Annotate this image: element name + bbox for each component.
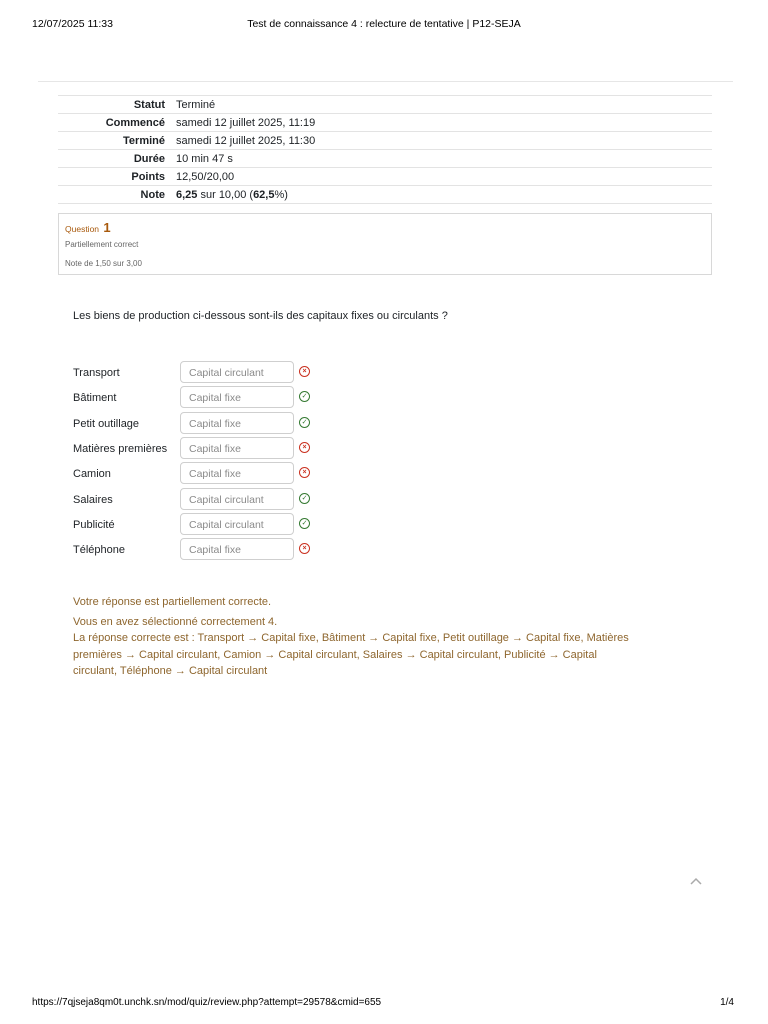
question-text: Les biens de production ci-dessous sont-ils des capitaux fixes ou circulants ? [73, 310, 448, 322]
question-state: Partiellement correct [65, 240, 139, 249]
grade-score: 6,25 [176, 188, 198, 201]
print-header [32, 18, 736, 32]
answer-select[interactable]: Capital circulant [180, 488, 294, 510]
answer-select[interactable]: Capital fixe [180, 538, 294, 560]
summary-key: Note [58, 186, 176, 204]
print-footer [32, 997, 736, 1011]
answer-select[interactable]: Capital circulant [180, 361, 294, 383]
correct-answer-line: circulant, Téléphone → Capital circulant [73, 665, 268, 677]
match-row [73, 361, 333, 385]
summary-key: Statut [58, 96, 176, 114]
check-circle-icon: ✓ [299, 518, 310, 529]
match-label: Téléphone [73, 544, 125, 556]
check-circle-icon: ✓ [299, 391, 310, 402]
cross-circle-icon: × [299, 543, 310, 554]
match-label: Camion [73, 468, 111, 480]
print-url: https://7qjseja8qm0t.unchk.sn/mod/quiz/review.php?attempt=29578&cmid=655 [32, 997, 382, 1008]
summary-row [58, 132, 712, 150]
match-row [73, 412, 333, 436]
chevron-up-icon[interactable] [690, 876, 702, 886]
match-row [73, 462, 333, 486]
match-row [73, 437, 333, 461]
summary-value: 12,50/20,00 [176, 168, 712, 186]
summary-row [58, 186, 712, 204]
summary-value: 10 min 47 s [176, 150, 712, 168]
check-circle-icon: ✓ [299, 417, 310, 428]
grade-out-of: sur 10,00 ( [197, 188, 254, 201]
feedback-selected: Vous en avez sélectionné correctement 4. [73, 616, 278, 628]
answer-select[interactable]: Capital fixe [180, 386, 294, 408]
grade-suffix: %) [274, 188, 288, 201]
match-row [73, 386, 333, 410]
summary-row [58, 96, 712, 114]
question-label: Question [65, 224, 100, 234]
print-title: Test de connaissance 4 : relecture de tentative | P12-SEJA [247, 18, 521, 30]
summary-key: Terminé [58, 132, 176, 150]
correct-answer-line: premières → Capital circulant, Camion → Capital circulant, Salaires → Capital circulant, Publicité → Capital [73, 648, 597, 661]
summary-row [58, 168, 712, 186]
match-label: Publicité [73, 519, 115, 531]
match-label: Bâtiment [73, 392, 117, 404]
answer-select[interactable]: Capital fixe [180, 412, 294, 434]
feedback-correct-answer [73, 630, 703, 680]
summary-row [58, 114, 712, 132]
match-label: Transport [73, 367, 120, 379]
divider [38, 81, 733, 82]
summary-value [176, 186, 712, 204]
check-circle-icon: ✓ [299, 493, 310, 504]
feedback-partial: Votre réponse est partiellement correcte. [73, 596, 272, 608]
page-number: 1/4 [720, 997, 734, 1008]
match-row [73, 488, 333, 512]
answer-select[interactable]: Capital fixe [180, 462, 294, 484]
question-info-box [58, 213, 712, 275]
summary-row [58, 150, 712, 168]
match-row [73, 538, 333, 562]
correct-answer-line: La réponse correcte est : Transport → Capital fixe, Bâtiment → Capital fixe, Petit outillage → Capital fixe, Matières [73, 632, 629, 644]
question-grade: Note de 1,50 sur 3,00 [65, 259, 142, 268]
match-label: Petit outillage [73, 418, 140, 430]
attempt-summary-table [58, 95, 712, 204]
match-label: Salaires [73, 494, 113, 506]
answer-select[interactable]: Capital fixe [180, 437, 294, 459]
question-number [65, 220, 111, 235]
summary-value: samedi 12 juillet 2025, 11:30 [176, 132, 712, 150]
summary-value: Terminé [176, 96, 712, 114]
match-label: Matières premières [73, 443, 168, 455]
cross-circle-icon: × [299, 467, 310, 478]
summary-key: Points [58, 168, 176, 186]
summary-key: Commencé [58, 114, 176, 132]
question-number-value: 1 [103, 220, 111, 235]
summary-value: samedi 12 juillet 2025, 11:19 [176, 114, 712, 132]
grade-percent: 62,5 [253, 188, 275, 201]
cross-circle-icon: × [299, 366, 310, 377]
cross-circle-icon: × [299, 442, 310, 453]
summary-key: Durée [58, 150, 176, 168]
answer-select[interactable]: Capital circulant [180, 513, 294, 535]
match-row [73, 513, 333, 537]
print-datetime: 12/07/2025 11:33 [32, 18, 113, 30]
